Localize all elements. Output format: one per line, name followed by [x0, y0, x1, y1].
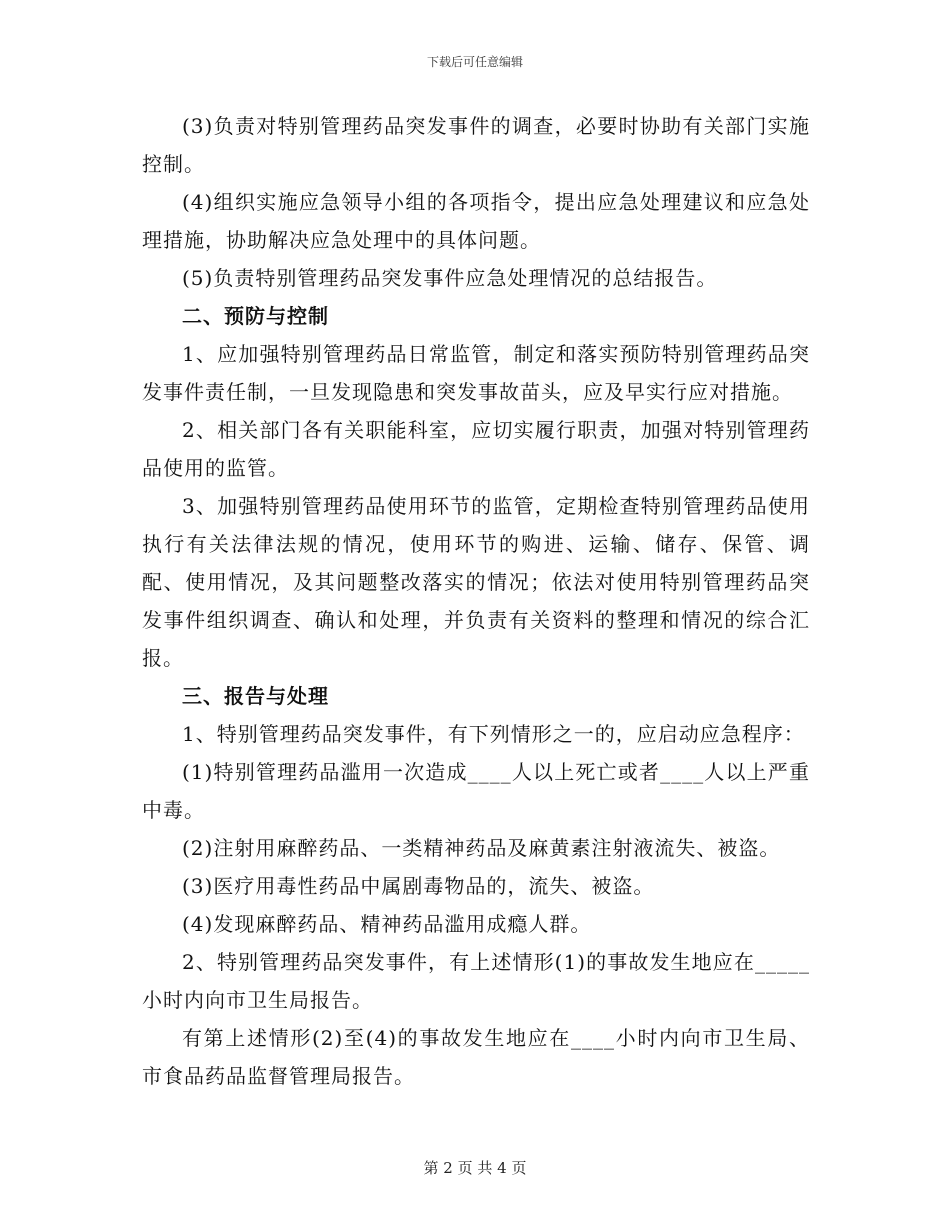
paragraph: 2、特别管理药品突发事件，有上述情形(1)的事故发生地应在_____小时内向市卫生局报告。 [142, 950, 810, 1012]
section-heading: 三、报告与处理 [182, 684, 329, 708]
paragraph: (4)组织实施应急领导小组的各项指令，提出应急处理建议和应急处理措施，协助解决应急处理中的具体问题。 [142, 190, 810, 252]
paragraph: (1)特别管理药品滥用一次造成____人以上死亡或者____人以上严重中毒。 [142, 760, 810, 822]
paragraph: (4)发现麻醉药品、精神药品滥用成瘾人群。 [182, 912, 592, 936]
document-body [142, 107, 810, 1095]
paragraph: (2)注射用麻醉药品、一类精神药品及麻黄素注射液流失、被盗。 [182, 836, 781, 860]
paragraph: (3)医疗用毒性药品中属剧毒物品的，流失、被盗。 [182, 874, 655, 898]
paragraph: 2、相关部门各有关职能科室，应切实履行职责，加强对特别管理药品使用的监管。 [142, 418, 810, 480]
paragraph: 有第上述情形(2)至(4)的事故发生地应在____小时内向市卫生局、市食品药品监督管理局报告。 [142, 1026, 810, 1088]
paragraph: (5)负责特别管理药品突发事件应急处理情况的总结报告。 [182, 266, 718, 290]
paragraph: 3、加强特别管理药品使用环节的监管，定期检查特别管理药品使用执行有关法律法规的情况，使用环节的购进、运输、储存、保管、调配、使用情况，及其问题整改落实的情况；依法对使用特别管理药品突发事件组织调查、确认和处理，并负责有关资料的整理和情况的综合汇报。 [142, 494, 810, 670]
section-heading: 二、预防与控制 [182, 304, 329, 328]
paragraph: 1、应加强特别管理药品日常监管，制定和落实预防特别管理药品突发事件责任制，一旦发现隐患和突发事故苗头，应及早实行应对措施。 [142, 342, 810, 404]
paragraph: (3)负责对特别管理药品突发事件的调查，必要时协助有关部门实施控制。 [142, 114, 810, 176]
page-number: 第 2 页 共 4 页 [423, 1159, 527, 1177]
paragraph: 1、特别管理药品突发事件，有下列情形之一的，应启动应急程序： [182, 722, 805, 746]
page-header: 下载后可任意编辑 [426, 55, 523, 69]
